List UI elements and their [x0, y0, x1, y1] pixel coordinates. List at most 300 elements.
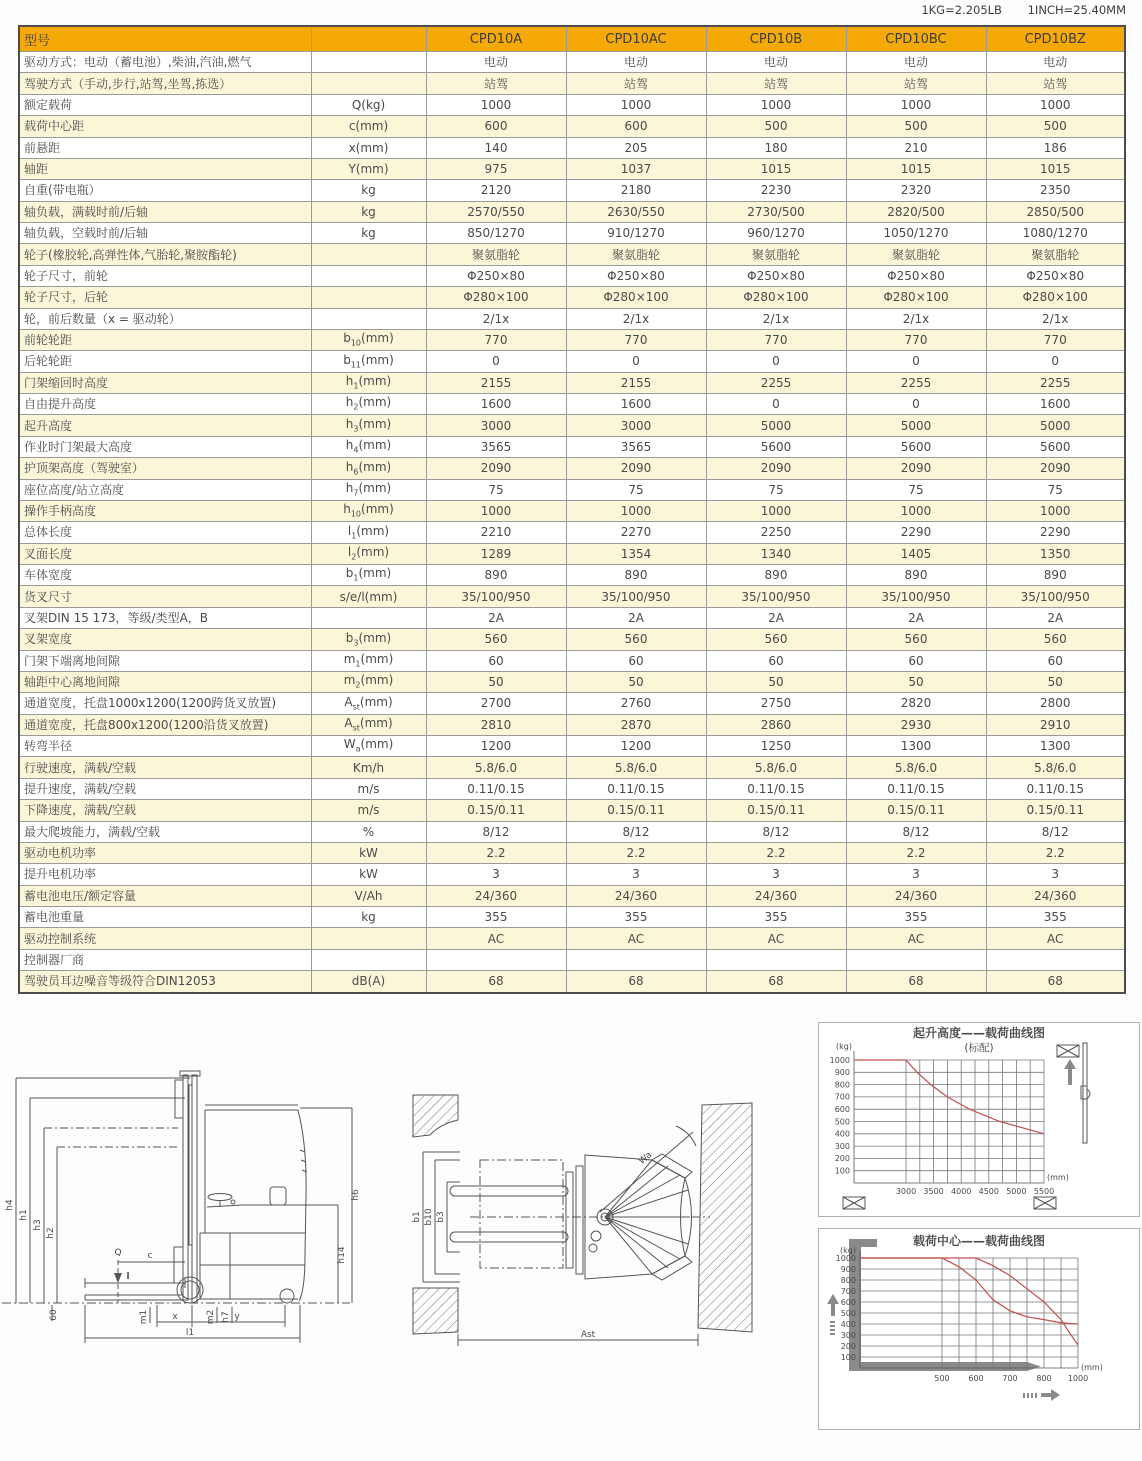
dim-l: l [126, 1272, 130, 1282]
spec-value: 186 [986, 137, 1125, 158]
spec-row [19, 565, 1125, 586]
spec-value: 500 [986, 116, 1125, 137]
spec-row [19, 436, 1125, 457]
svg-text:(kg): (kg) [836, 1042, 852, 1051]
spec-label: 轴距中心离地间隙 [19, 671, 311, 692]
spec-row [19, 479, 1125, 500]
spec-value: 0.11/0.15 [986, 778, 1125, 799]
spec-label: 轴距 [19, 158, 311, 179]
spec-value: Φ250×80 [426, 265, 566, 286]
spec-value: 50 [566, 671, 706, 692]
spec-row [19, 158, 1125, 179]
spec-value: 0.15/0.11 [426, 800, 566, 821]
spec-value: 2810 [426, 714, 566, 735]
spec-value: 50 [846, 671, 986, 692]
spec-row [19, 244, 1125, 265]
spec-value: 2.2 [846, 842, 986, 863]
spec-row [19, 778, 1125, 799]
spec-value: 1300 [846, 736, 986, 757]
spec-row [19, 52, 1125, 73]
spec-value: 电动 [566, 52, 706, 73]
svg-text:500: 500 [840, 1308, 856, 1318]
spec-value: 770 [846, 329, 986, 350]
spec-value: 3 [566, 864, 706, 885]
carriage-lower [174, 1247, 183, 1283]
svg-text:800: 800 [1036, 1374, 1052, 1383]
spec-value: 60 [706, 650, 846, 671]
spec-value: 2A [706, 607, 846, 628]
svg-text:3500: 3500 [923, 1187, 944, 1196]
spec-value: 0 [706, 351, 846, 372]
svg-text:4000: 4000 [951, 1187, 972, 1196]
spec-label: 护顶架高度（驾驶室） [19, 458, 311, 479]
spec-label: 叉面长度 [19, 543, 311, 564]
svg-text:1000: 1000 [829, 1055, 850, 1065]
spec-value: 560 [986, 629, 1125, 650]
spec-value: 2850/500 [986, 201, 1125, 222]
spec-unit: kg [311, 180, 426, 201]
spec-value: 3 [846, 864, 986, 885]
svg-text:(标配): (标配) [964, 1042, 994, 1054]
spec-value: 0.15/0.11 [986, 800, 1125, 821]
turning-radius-line [600, 1132, 693, 1212]
spec-value: 2820 [846, 693, 986, 714]
spec-value: Φ280×100 [706, 287, 846, 308]
right-arrow-icon [1023, 1389, 1060, 1401]
spec-row [19, 842, 1125, 863]
spec-unit [311, 949, 426, 970]
dim-ast: Ast [580, 1330, 596, 1340]
spec-row [19, 736, 1125, 757]
spec-value: 0 [846, 394, 986, 415]
spec-label: 自由提升高度 [19, 394, 311, 415]
spec-unit: V/Ah [311, 885, 426, 906]
spec-value: 1200 [566, 736, 706, 757]
spec-value: Φ250×80 [986, 265, 1125, 286]
spec-value: 2.2 [566, 842, 706, 863]
spec-value: 2820/500 [846, 201, 986, 222]
spec-value: 8/12 [426, 821, 566, 842]
spec-value: 2255 [986, 372, 1125, 393]
spec-value: 35/100/950 [986, 586, 1125, 607]
dim-b3: b3 [436, 1211, 446, 1223]
spec-unit: $l_1(mm)$ [311, 522, 426, 543]
spec-unit: m/s [311, 778, 426, 799]
spec-value: 5000 [706, 415, 846, 436]
seat [270, 1187, 286, 1205]
spec-unit: dB(A) [311, 971, 426, 993]
spec-value: Φ250×80 [706, 265, 846, 286]
spec-row [19, 971, 1125, 993]
spec-value: 1000 [706, 94, 846, 115]
spec-value: 3000 [566, 415, 706, 436]
spec-label: 门架缩回时高度 [19, 372, 311, 393]
spec-value: 1000 [986, 94, 1125, 115]
dim-h7: h7 [221, 1311, 231, 1323]
spec-value: 1000 [566, 94, 706, 115]
unit-column-header [311, 26, 426, 52]
wall-right [698, 1103, 752, 1332]
lift-height-load-chart [818, 1022, 1140, 1217]
spec-value: 2A [986, 607, 1125, 628]
svg-text:800: 800 [840, 1275, 856, 1285]
spec-label: 驱动方式：电动（蓄电池）,柴油,汽油,燃气 [19, 52, 311, 73]
dim-h3: h3 [33, 1219, 43, 1231]
spec-header-row [19, 26, 1125, 52]
side-view-drawing [0, 1055, 400, 1400]
spec-unit: $b_{11}(mm)$ [311, 351, 426, 372]
spec-value: 5000 [846, 415, 986, 436]
spec-value: 770 [426, 329, 566, 350]
spec-value: 2570/550 [426, 201, 566, 222]
svg-text:1000: 1000 [835, 1253, 856, 1263]
spec-value: 站驾 [986, 73, 1125, 94]
spec-value: 60 [986, 650, 1125, 671]
spec-label: 叉架DIN 15 173，等级/类型A，B [19, 607, 311, 628]
spec-value: 3565 [566, 436, 706, 457]
spec-value: 890 [846, 565, 986, 586]
spec-value: 2290 [986, 522, 1125, 543]
spec-value: 35/100/950 [846, 586, 986, 607]
spec-value: 180 [706, 137, 846, 158]
spec-value: 1200 [426, 736, 566, 757]
spec-value: 50 [706, 671, 846, 692]
spec-unit: kW [311, 842, 426, 863]
spec-value: AC [566, 928, 706, 949]
spec-value: Φ280×100 [986, 287, 1125, 308]
spec-value: 2870 [566, 714, 706, 735]
spec-label: 通道宽度，托盘800x1200(1200沿货叉放置) [19, 714, 311, 735]
spec-value: 2090 [986, 458, 1125, 479]
spec-value: 5.8/6.0 [566, 757, 706, 778]
spec-value: AC [986, 928, 1125, 949]
spec-value: 2120 [426, 180, 566, 201]
svg-text:600: 600 [834, 1105, 850, 1114]
up-arrow-icon [1064, 1059, 1076, 1085]
spec-value: 355 [566, 907, 706, 928]
spec-value: 2/1x [986, 308, 1125, 329]
spec-value: 站驾 [706, 73, 846, 94]
spec-value: 1000 [706, 500, 846, 521]
spec-value: 聚氨脂轮 [566, 244, 706, 265]
spec-value: 890 [706, 565, 846, 586]
spec-value: 1015 [986, 158, 1125, 179]
spec-value: 68 [846, 971, 986, 993]
spec-value: 1037 [566, 158, 706, 179]
spec-value: 355 [986, 907, 1125, 928]
spec-value: 770 [566, 329, 706, 350]
pallet-outline [480, 1160, 563, 1268]
spec-label: 驱动电机功率 [19, 842, 311, 863]
spec-value: 50 [426, 671, 566, 692]
spec-unit: c(mm) [311, 116, 426, 137]
spec-row [19, 864, 1125, 885]
spec-value: 1000 [986, 500, 1125, 521]
spec-label: 驾驶员耳边噪音等级符合DIN12053 [19, 971, 311, 993]
svg-text:300: 300 [834, 1141, 850, 1151]
dim-wa: Wa [637, 1150, 655, 1167]
spec-label: 轮，前后数量（x = 驱动轮） [19, 308, 311, 329]
spec-label: 轴负载，空载时前/后轴 [19, 223, 311, 244]
spec-value: 2/1x [846, 308, 986, 329]
spec-value: 910/1270 [566, 223, 706, 244]
chart-grid-layer [830, 1025, 1069, 1196]
spec-unit [311, 73, 426, 94]
spec-row [19, 522, 1125, 543]
spec-value: 2320 [846, 180, 986, 201]
spec-value: 2155 [426, 372, 566, 393]
spec-value: 聚氨脂轮 [846, 244, 986, 265]
spec-value: 24/360 [426, 885, 566, 906]
svg-text:(mm): (mm) [1047, 1173, 1069, 1182]
svg-text:500: 500 [834, 1117, 850, 1127]
spec-unit: kg [311, 201, 426, 222]
spec-value: 75 [846, 479, 986, 500]
spec-label: 行驶速度，满载/空载 [19, 757, 311, 778]
dim-m2: m2 [206, 1309, 216, 1325]
spec-unit: Q(kg) [311, 94, 426, 115]
dim-m1: m1 [139, 1309, 149, 1325]
spec-unit [311, 607, 426, 628]
spec-label: 轮子尺寸，后轮 [19, 287, 311, 308]
spec-value: 2090 [846, 458, 986, 479]
wall-top-left [413, 1095, 458, 1137]
spec-row [19, 629, 1125, 650]
svg-text:900: 900 [840, 1264, 856, 1274]
spec-unit [311, 287, 426, 308]
spec-unit: Y(mm) [311, 158, 426, 179]
spec-label: 自重(带电瓶） [19, 180, 311, 201]
svg-text:600: 600 [968, 1374, 984, 1383]
svg-text:3000: 3000 [895, 1187, 917, 1196]
dim-l1: l1 [185, 1328, 195, 1338]
spec-value: 2270 [566, 522, 706, 543]
spec-label: 作业时门架最大高度 [19, 436, 311, 457]
spec-value: 770 [986, 329, 1125, 350]
spec-unit: $h_3(mm)$ [311, 415, 426, 436]
spec-value: 0 [986, 351, 1125, 372]
spec-label: 蓄电池电压/额定容量 [19, 885, 311, 906]
spec-row [19, 714, 1125, 735]
spec-value: 2A [566, 607, 706, 628]
spec-row [19, 223, 1125, 244]
spec-row [19, 586, 1125, 607]
spec-value: 1600 [426, 394, 566, 415]
spec-row [19, 73, 1125, 94]
spec-unit: $b_{10}(mm)$ [311, 329, 426, 350]
spec-value: 2090 [566, 458, 706, 479]
spec-value: 890 [986, 565, 1125, 586]
pallet-icon-bottom-right [1034, 1197, 1056, 1209]
spec-value: 0.15/0.11 [846, 800, 986, 821]
spec-value: 聚氨脂轮 [706, 244, 846, 265]
spec-label: 起升高度 [19, 415, 311, 436]
spec-label: 门架下端离地间隙 [19, 650, 311, 671]
spec-row [19, 372, 1125, 393]
spec-value: 0.11/0.15 [706, 778, 846, 799]
model-label-header: 型号 [19, 26, 311, 52]
spec-row [19, 329, 1125, 350]
spec-value: 2A [426, 607, 566, 628]
svg-text:载荷中心——载荷曲线图: 载荷中心——载荷曲线图 [912, 1234, 1046, 1248]
spec-value: 电动 [986, 52, 1125, 73]
spec-value: AC [706, 928, 846, 949]
spec-value: 75 [706, 479, 846, 500]
spec-label: 总体长度 [19, 522, 311, 543]
spec-value: 2155 [566, 372, 706, 393]
spec-unit: $b_3(mm)$ [311, 629, 426, 650]
spec-value: 2290 [846, 522, 986, 543]
spec-value: 电动 [426, 52, 566, 73]
spec-unit: $l_2(mm)$ [311, 543, 426, 564]
spec-value: 890 [566, 565, 706, 586]
spec-value: Φ280×100 [566, 287, 706, 308]
spec-value: 3 [426, 864, 566, 885]
spec-value [706, 949, 846, 970]
spec-value: 电动 [846, 52, 986, 73]
spec-label: 最大爬坡能力，满载/空载 [19, 821, 311, 842]
spec-value: 1000 [846, 94, 986, 115]
spec-row [19, 265, 1125, 286]
spec-value: 1600 [566, 394, 706, 415]
spec-unit: kW [311, 864, 426, 885]
spec-value: Φ250×80 [846, 265, 986, 286]
spec-value: 电动 [706, 52, 846, 73]
svg-text:4500: 4500 [978, 1187, 999, 1196]
spec-value: 3 [706, 864, 846, 885]
spec-value: 5.8/6.0 [986, 757, 1125, 778]
svg-text:200: 200 [840, 1341, 856, 1351]
svg-text:100: 100 [834, 1166, 850, 1176]
spec-label: 轮子尺寸，前轮 [19, 265, 311, 286]
spec-unit [311, 308, 426, 329]
spec-label: 控制器厂商 [19, 949, 311, 970]
spec-value: 0 [566, 351, 706, 372]
spec-value: 8/12 [986, 821, 1125, 842]
spec-row [19, 287, 1125, 308]
spec-label: 操作手柄高度 [19, 500, 311, 521]
spec-value: 1250 [706, 736, 846, 757]
spec-row [19, 693, 1125, 714]
svg-text:100: 100 [840, 1352, 856, 1362]
spec-row [19, 821, 1125, 842]
dim-h6: h6 [351, 1189, 361, 1201]
spec-value: 1015 [706, 158, 846, 179]
spec-value: 1289 [426, 543, 566, 564]
spec-row [19, 949, 1125, 970]
spec-value: 0.11/0.15 [566, 778, 706, 799]
spec-value: 205 [566, 137, 706, 158]
spec-value: 2/1x [566, 308, 706, 329]
steering-wheel [208, 1194, 232, 1201]
spec-label: 通道宽度，托盘1000x1200(1200跨货叉放置) [19, 693, 311, 714]
spec-value: 2210 [426, 522, 566, 543]
fork-left [450, 1186, 568, 1196]
spec-unit: $W_a(mm)$ [311, 736, 426, 757]
spec-value: 2730/500 [706, 201, 846, 222]
spec-row [19, 116, 1125, 137]
wall-bottom-left [413, 1288, 458, 1334]
spec-unit: x(mm) [311, 137, 426, 158]
spec-value: 1000 [566, 500, 706, 521]
spec-label: 前轮轮距 [19, 329, 311, 350]
spec-value: 75 [986, 479, 1125, 500]
spec-label: 载荷中心距 [19, 116, 311, 137]
spec-value: 960/1270 [706, 223, 846, 244]
spec-value: 0 [426, 351, 566, 372]
spec-label: 货叉尺寸 [19, 586, 311, 607]
spec-value: 35/100/950 [426, 586, 566, 607]
svg-text:400: 400 [834, 1129, 850, 1139]
svg-text:300: 300 [840, 1330, 856, 1340]
spec-label: 额定载荷 [19, 94, 311, 115]
spec-unit: kg [311, 907, 426, 928]
spec-value: 1050/1270 [846, 223, 986, 244]
spec-label: 前悬距 [19, 137, 311, 158]
spec-value: 2A [846, 607, 986, 628]
spec-value: 975 [426, 158, 566, 179]
spec-value: 355 [846, 907, 986, 928]
svg-text:500: 500 [934, 1374, 950, 1383]
spec-value: 0.11/0.15 [426, 778, 566, 799]
spec-value: 560 [566, 629, 706, 650]
dim-x: x [172, 1312, 178, 1322]
spec-value: 0 [706, 394, 846, 415]
svg-text:200: 200 [834, 1154, 850, 1164]
fork-silhouette [849, 1239, 1041, 1371]
kg-lb-conversion: 1KG=2.205LB [921, 3, 1002, 17]
spec-value: 2090 [706, 458, 846, 479]
spec-value: 24/360 [706, 885, 846, 906]
spec-value: 2/1x [706, 308, 846, 329]
spec-value: 24/360 [986, 885, 1125, 906]
carriage-bar-2 [576, 1166, 583, 1274]
spec-value: 24/360 [566, 885, 706, 906]
spec-value: 5600 [846, 436, 986, 457]
spec-unit: $m_2(mm)$ [311, 671, 426, 692]
spec-value: 2760 [566, 693, 706, 714]
spec-value: 0.15/0.11 [706, 800, 846, 821]
spec-unit: Km/h [311, 757, 426, 778]
model-header-cpd10ac: CPD10AC [566, 26, 706, 52]
spec-unit: % [311, 821, 426, 842]
spec-value: 5.8/6.0 [706, 757, 846, 778]
spec-row [19, 800, 1125, 821]
svg-text:1000: 1000 [1067, 1374, 1089, 1383]
lift-cylinder [189, 1085, 192, 1245]
spec-value: 5.8/6.0 [846, 757, 986, 778]
spec-value: 2750 [706, 693, 846, 714]
spec-value: 站驾 [846, 73, 986, 94]
spec-label: 座位高度/站立高度 [19, 479, 311, 500]
mast-outer-channel [183, 1075, 188, 1300]
spec-row [19, 137, 1125, 158]
spec-label: 叉架宽度 [19, 629, 311, 650]
spec-value: 0 [846, 351, 986, 372]
spec-row [19, 650, 1125, 671]
spec-value: AC [846, 928, 986, 949]
spec-value: 站驾 [566, 73, 706, 94]
spec-value: 1340 [706, 543, 846, 564]
spec-value: 0.11/0.15 [846, 778, 986, 799]
spec-value [566, 949, 706, 970]
spec-value: 24/360 [846, 885, 986, 906]
spec-value: 600 [566, 116, 706, 137]
spec-unit [311, 244, 426, 265]
spec-table-container [18, 25, 1124, 994]
spec-value: 1000 [846, 500, 986, 521]
spec-value: 500 [846, 116, 986, 137]
